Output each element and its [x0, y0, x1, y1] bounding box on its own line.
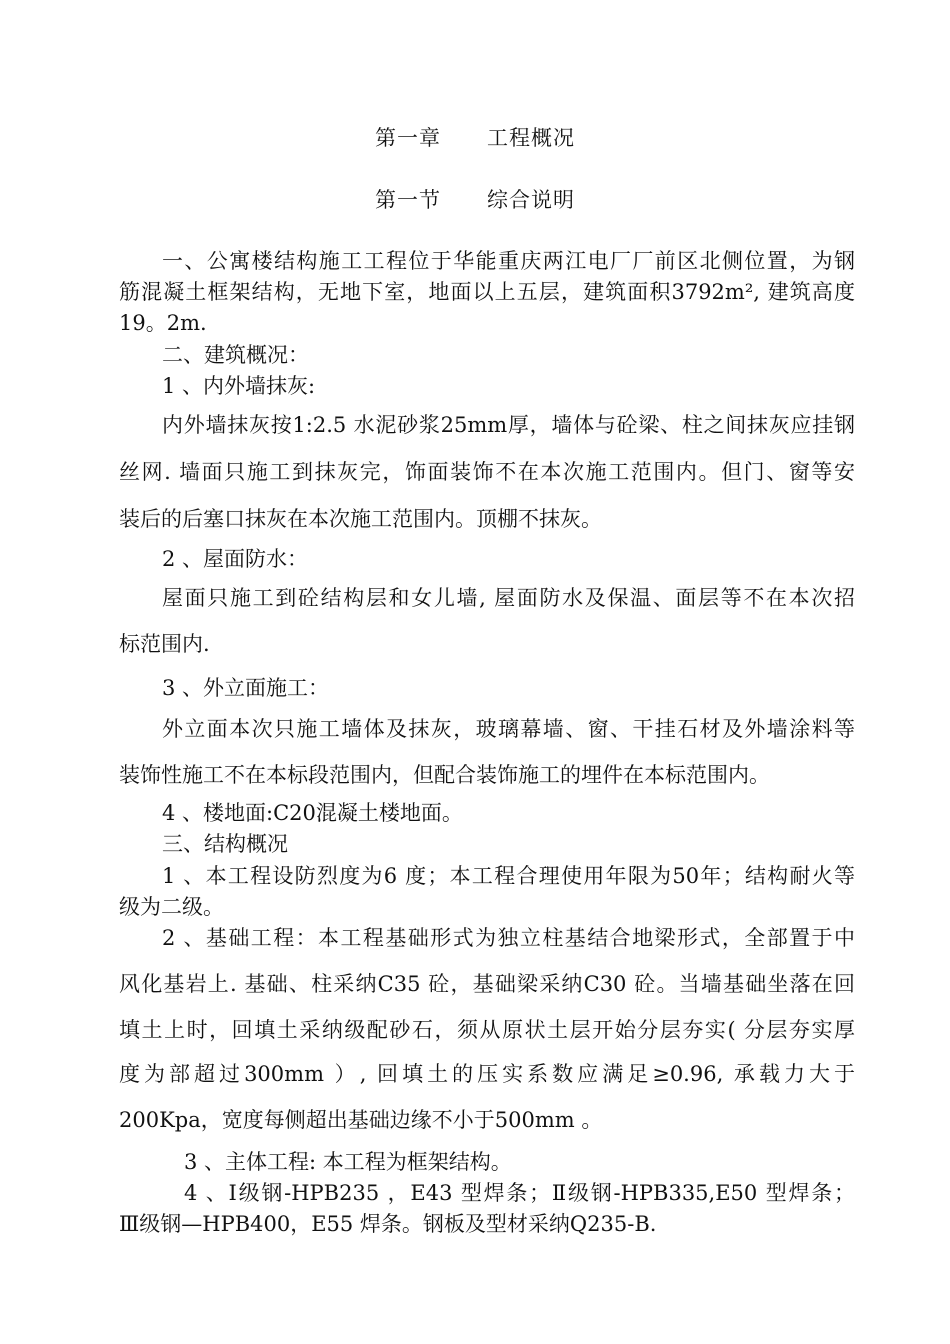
paragraph-line: 4 、Ⅰ级钢-HPB235 ，E43 型焊条；Ⅱ级钢-HPB335,E50 型焊条；	[184, 1181, 855, 1205]
paragraph-line: 筋混凝土框架结构，无地下室，地面以上五层，建筑面积3792m², 建筑高度	[119, 280, 855, 304]
paragraph-line: 200Kpa，宽度每侧超出基础边缘不小于500mm 。	[119, 1108, 603, 1132]
paragraph-line: 二、建筑概况：	[162, 343, 309, 367]
paragraph-line: 1 、内外墙抹灰:	[162, 374, 316, 398]
paragraph-line: 3 、外立面施工：	[162, 676, 330, 700]
paragraph-line: 1 、本工程设防烈度为6 度；本工程合理使用年限为50年；结构耐火等	[162, 864, 855, 888]
paragraph-line: 度为部超过300mm ）, 回填土的压实系数应满足≥0.96, 承载力大于	[119, 1062, 855, 1086]
paragraph-line: 三、结构概况	[162, 832, 288, 856]
paragraph-line: 装饰性施工不在本标段范围内，但配合装饰施工的埋件在本标范围内。	[119, 763, 770, 787]
paragraph-line: 19。2m.	[119, 311, 207, 335]
paragraph-line: 填土上时，回填土采纳级配砂石，须从原状土层开始分层夯实( 分层夯实厚	[119, 1018, 855, 1042]
paragraph-line: 屋面只施工到砼结构层和女儿墙, 屋面防水及保温、面层等不在本次招	[162, 586, 855, 610]
paragraph-line: 标范围内.	[119, 632, 210, 656]
section-title: 第一节 综合说明	[374, 188, 576, 212]
paragraph-line: 级为二级。	[119, 895, 224, 919]
paragraph-line: Ⅲ级钢—HPB400，E55 焊条。钢板及型材采纳Q235-B.	[119, 1212, 657, 1236]
paragraph-line: 丝网. 墙面只施工到抹灰完，饰面装饰不在本次施工范围内。但门、窗等安	[119, 460, 855, 484]
paragraph-line: 4 、楼地面:C20混凝土楼地面。	[162, 801, 463, 825]
paragraph-line: 3 、主体工程: 本工程为框架结构。	[184, 1150, 512, 1174]
paragraph-line: 内外墙抹灰按1:2.5 水泥砂浆25mm厚，墙体与砼梁、柱之间抹灰应挂钢	[162, 413, 855, 437]
chapter-title: 第一章 工程概况	[374, 126, 576, 150]
paragraph-line: 一、公寓楼结构施工工程位于华能重庆两江电厂厂前区北侧位置，为钢	[162, 249, 855, 273]
paragraph-line: 装后的后塞口抹灰在本次施工范围内。顶棚不抹灰。	[119, 507, 602, 531]
paragraph-line: 2 、屋面防水：	[162, 547, 309, 571]
paragraph-line: 2 、基础工程：本工程基础形式为独立柱基结合地梁形式，全部置于中	[162, 926, 855, 950]
paragraph-line: 外立面本次只施工墙体及抹灰，玻璃幕墙、窗、干挂石材及外墙涂料等	[162, 717, 855, 741]
paragraph-line: 风化基岩上. 基础、柱采纳C35 砼，基础梁采纳C30 砼。当墙基础坐落在回	[119, 972, 855, 996]
